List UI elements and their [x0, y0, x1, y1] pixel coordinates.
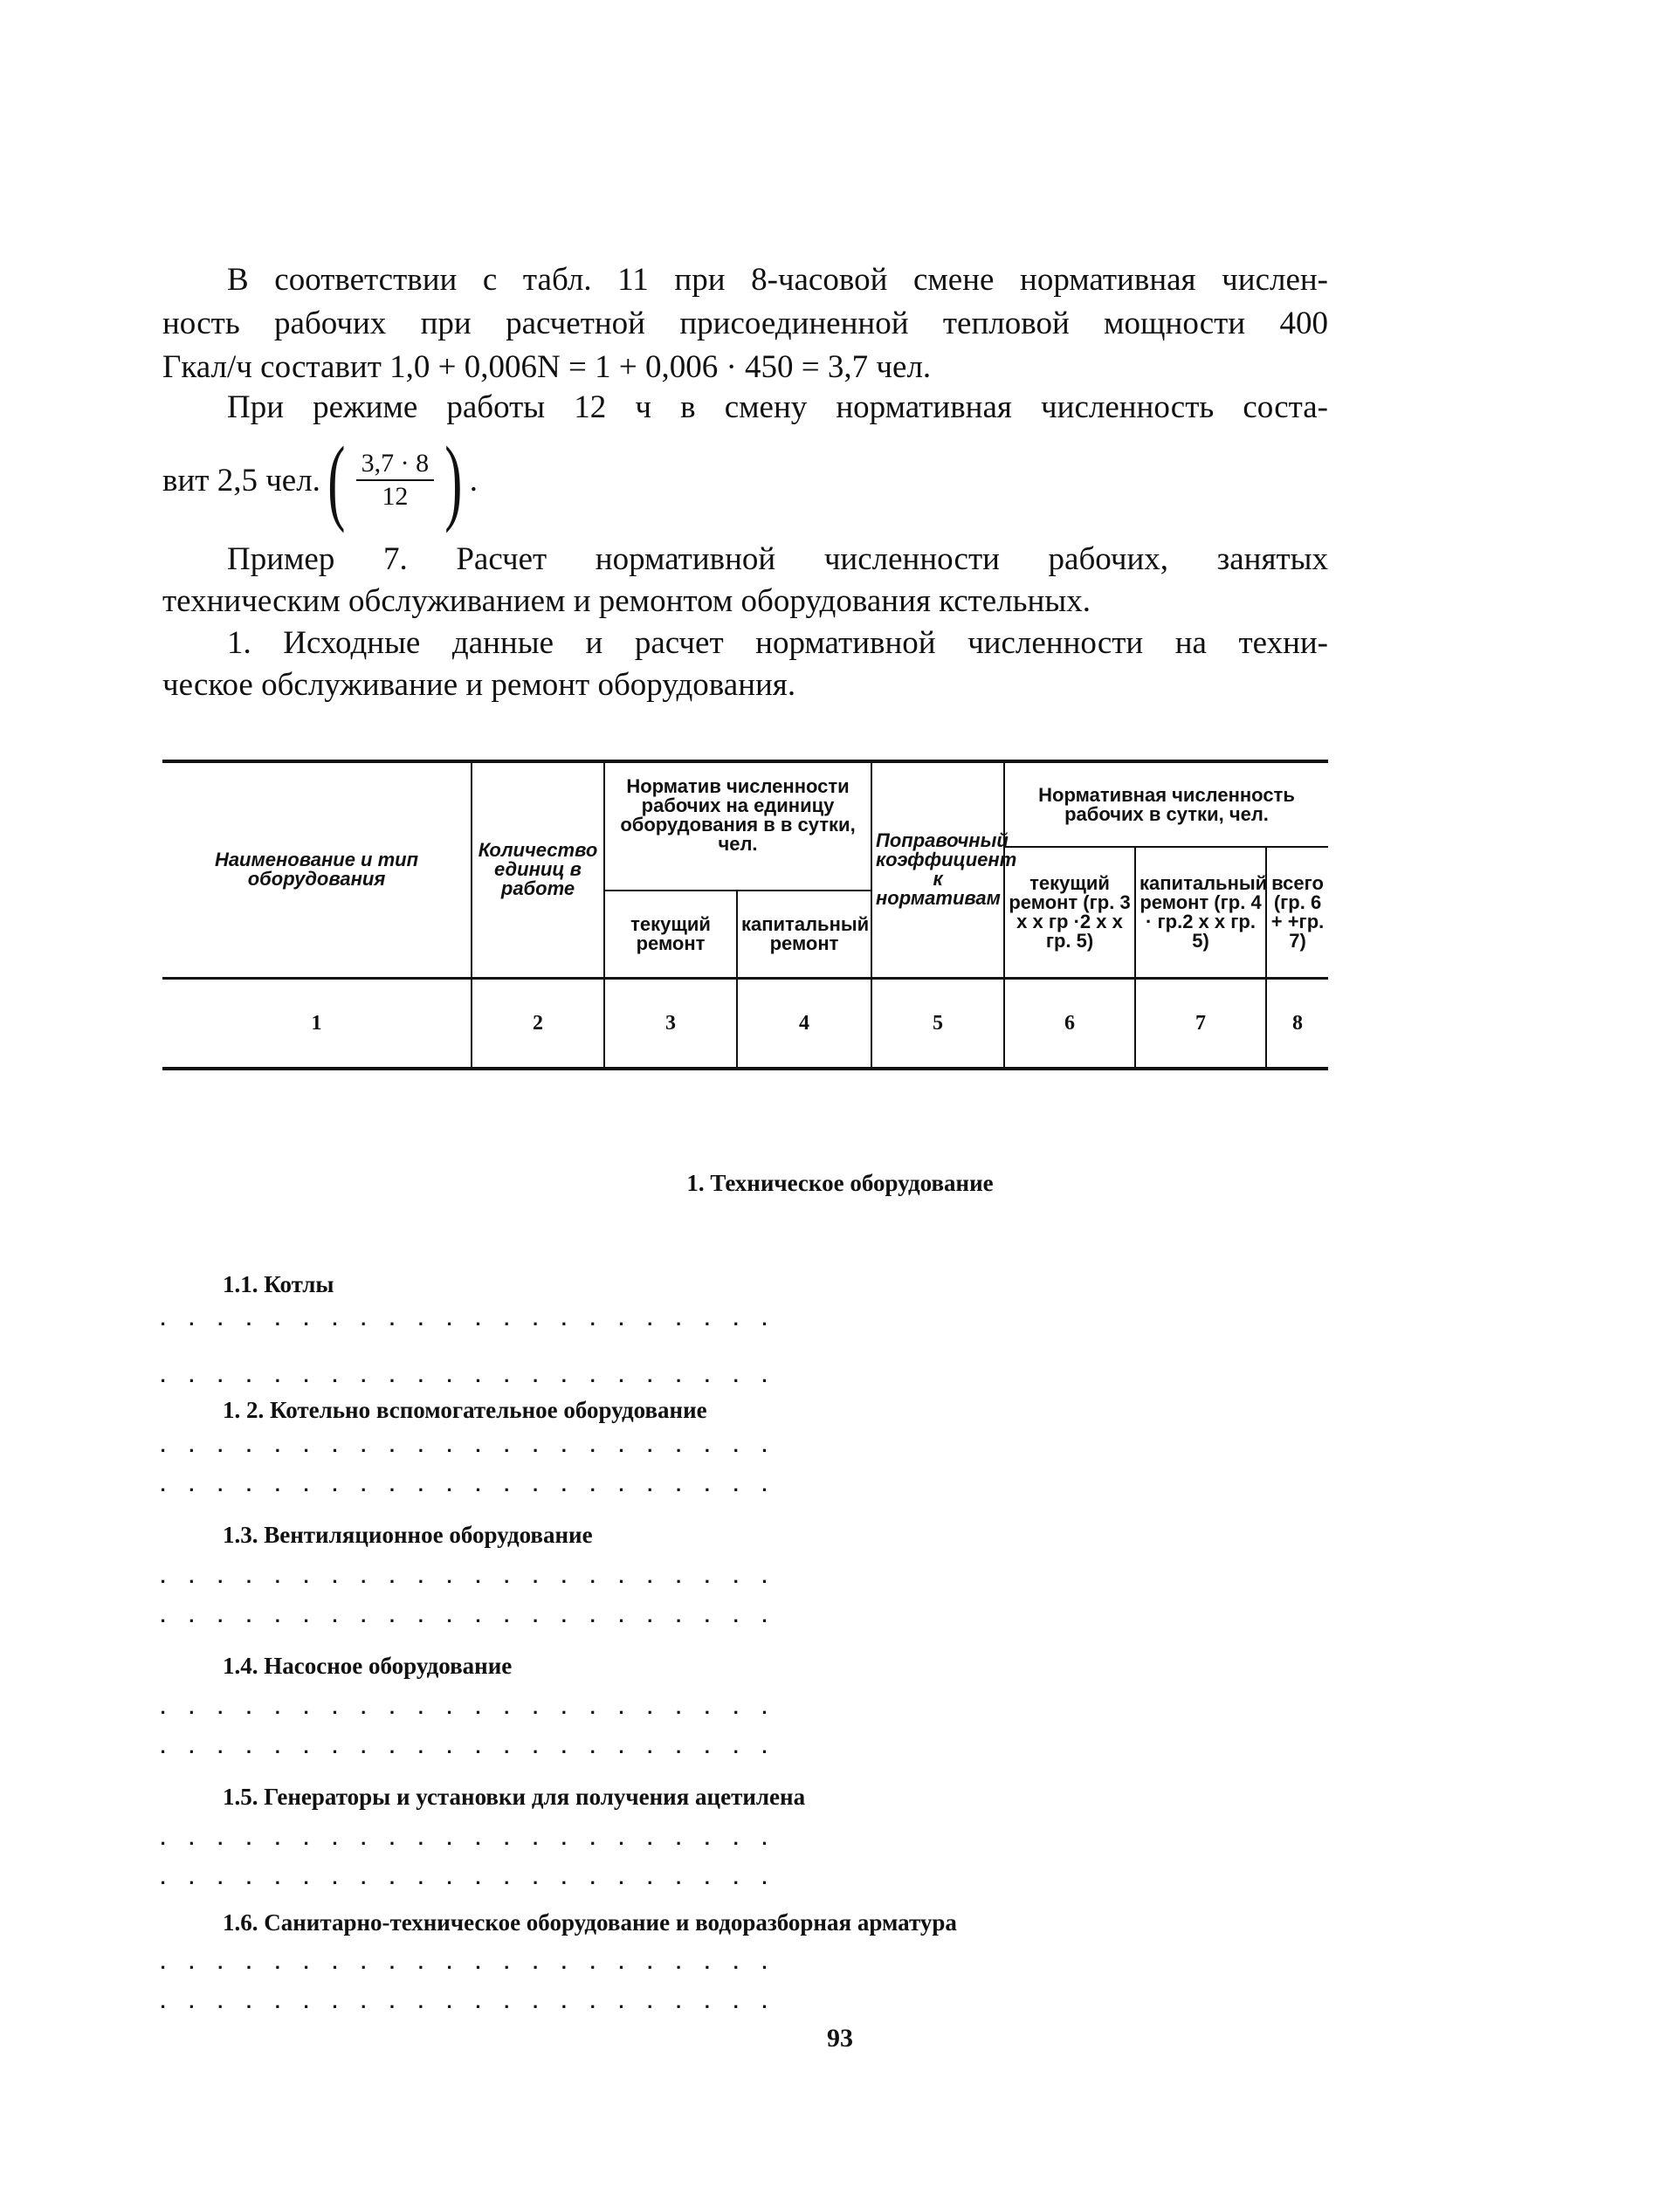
header-norm-per-day: Нормативная численность рабочих в сутки, чел. [1004, 761, 1328, 847]
header-equipment-name: Наименование и тип оборудования [162, 761, 472, 978]
paragraph-2-line-1: При режиме работы 12 ч в смену нормативная численность соста- [227, 389, 1328, 425]
subsection-title: 1.3. Вентиляционное оборудование [223, 1522, 593, 1548]
subsection-title: 1. 2. Котельно вспомогательное оборудование [223, 1397, 707, 1423]
header-norm-per-unit: Норматив численности рабочих на единицу оборудования в в сутки, чел. [604, 761, 871, 891]
header-current-repair-total: текущий ремонт (гр. 3 х х гр ·2 х х гр. 5) [1004, 847, 1135, 978]
subsection-title: 1.4. Насосное оборудование [223, 1653, 513, 1679]
column-number: 2 [472, 978, 604, 1069]
header-total: всего (гр. 6 + +гр. 7) [1266, 847, 1328, 978]
header-correction-factor: Поправочный коэффициент к нормативам [871, 761, 1004, 978]
paragraph-1-line-3: Гкал/ч составит 1,0 + 0,006N = 1 + 0,006 · 450 = 3,7 чел. [162, 349, 932, 385]
paragraph-2-suffix: . [469, 462, 478, 499]
paragraph-1-line-1: В соответствии с табл. 11 при 8-часовой смене нормативная числен- [227, 262, 1328, 298]
subsection-title: 1.6. Санитарно-техническое оборудование и водоразборная арматура [223, 1909, 957, 1936]
dot-leader: . . . . . . . . . . . . . . . . . . . . . . [157, 1567, 774, 1589]
column-number: 3 [604, 978, 737, 1069]
header-quantity: Количество единиц в работе [472, 761, 604, 978]
paragraph-4-line-1: 1. Исходные данные и расчет нормативной численности на техни- [227, 625, 1328, 661]
subsection-title: 1.5. Генераторы и установки для получения ацетилена [223, 1784, 806, 1810]
dot-leader: . . . . . . . . . . . . . . . . . . . . . . [157, 1366, 774, 1388]
fraction [356, 448, 435, 512]
header-current-repair: текущий ремонт [604, 891, 737, 978]
header-capital-repair: капитальный ремонт [737, 891, 871, 978]
subsection-title: 1.1. Котлы [223, 1271, 334, 1297]
norms-table [162, 760, 1328, 1070]
page-number: 93 [827, 2024, 853, 2053]
dot-leader: . . . . . . . . . . . . . . . . . . . . . . [157, 1868, 774, 1890]
dot-leader: . . . . . . . . . . . . . . . . . . . . . . [157, 1953, 774, 1975]
dot-leader: . . . . . . . . . . . . . . . . . . . . . . [157, 1436, 774, 1458]
column-number: 7 [1135, 978, 1266, 1069]
dot-leader: . . . . . . . . . . . . . . . . . . . . . . [157, 1992, 774, 2014]
column-number: 6 [1004, 978, 1135, 1069]
left-paren: ( [327, 427, 346, 533]
paragraph-2-prefix: вит 2,5 чел. [162, 462, 320, 499]
column-number: 4 [737, 978, 871, 1069]
dot-leader: . . . . . . . . . . . . . . . . . . . . . . [157, 1310, 774, 1331]
section-title: 1. Техническое оборудование [686, 1170, 994, 1196]
dot-leader: . . . . . . . . . . . . . . . . . . . . . . [157, 1698, 774, 1720]
paragraph-3-line-1: Пример 7. Расчет нормативной численности рабочих, занятых [227, 541, 1328, 577]
dot-leader: . . . . . . . . . . . . . . . . . . . . . . [157, 1475, 774, 1497]
column-number: 1 [162, 978, 472, 1069]
paragraph-1-line-2: ность рабочих при расчетной присоединенной тепловой мощности 400 [162, 306, 1328, 341]
column-number: 5 [871, 978, 1004, 1069]
fraction-denominator: 12 [382, 482, 409, 511]
right-paren: ) [444, 427, 463, 533]
paragraph-4-line-2: ческое обслуживание и ремонт оборудования. [162, 667, 796, 703]
dot-leader: . . . . . . . . . . . . . . . . . . . . . . [157, 1606, 774, 1628]
fraction-numerator: 3,7 · 8 [356, 448, 435, 481]
dot-leader: . . . . . . . . . . . . . . . . . . . . . . [157, 1829, 774, 1851]
paragraph-3-line-2: техническим обслуживанием и ремонтом оборудования кстельных. [162, 583, 1091, 619]
dot-leader: . . . . . . . . . . . . . . . . . . . . . . [157, 1737, 774, 1759]
column-number: 8 [1266, 978, 1328, 1069]
header-capital-repair-total: капитальный ремонт (гр. 4 · гр.2 х х гр. 5) [1135, 847, 1266, 978]
paragraph-2-line-2 [162, 427, 478, 533]
